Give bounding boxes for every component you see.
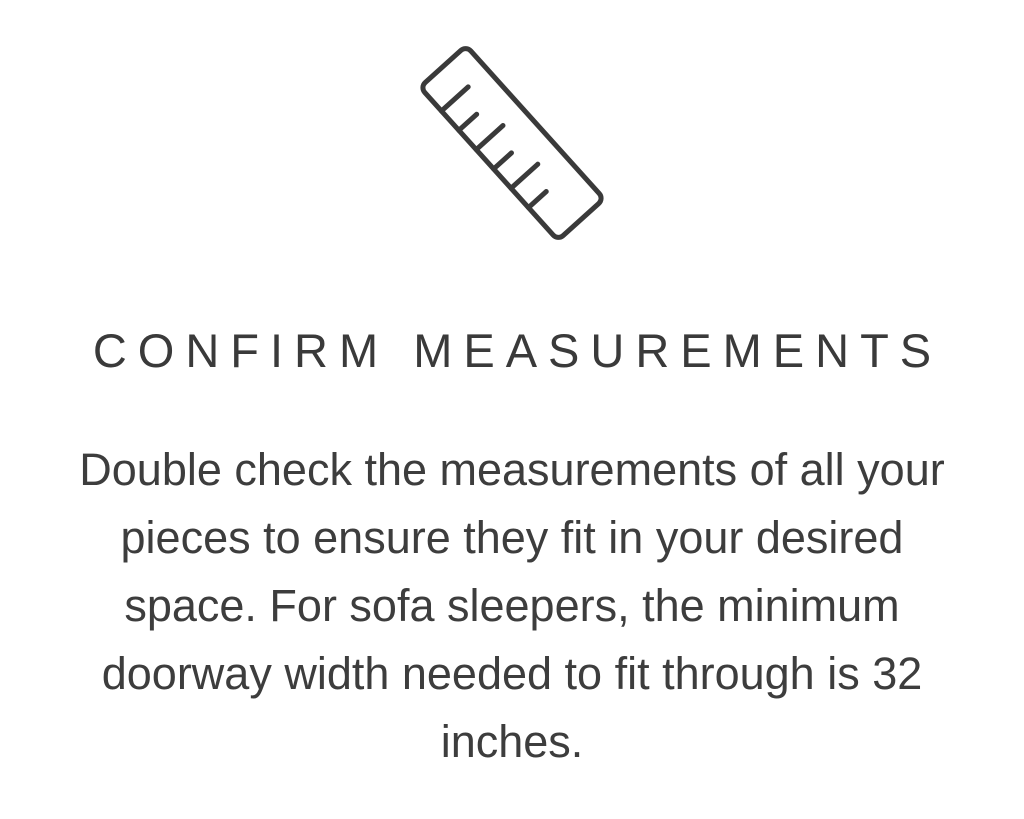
page-title: CONFIRM MEASUREMENTS [92,324,943,377]
ruler-icon [362,20,662,265]
body-text: Double check the measurements of all your pieces to ensure they fit in your desired space. For sofa sleepers, the minimum doorway width needed to fit through is 32 inches. [79,444,945,767]
